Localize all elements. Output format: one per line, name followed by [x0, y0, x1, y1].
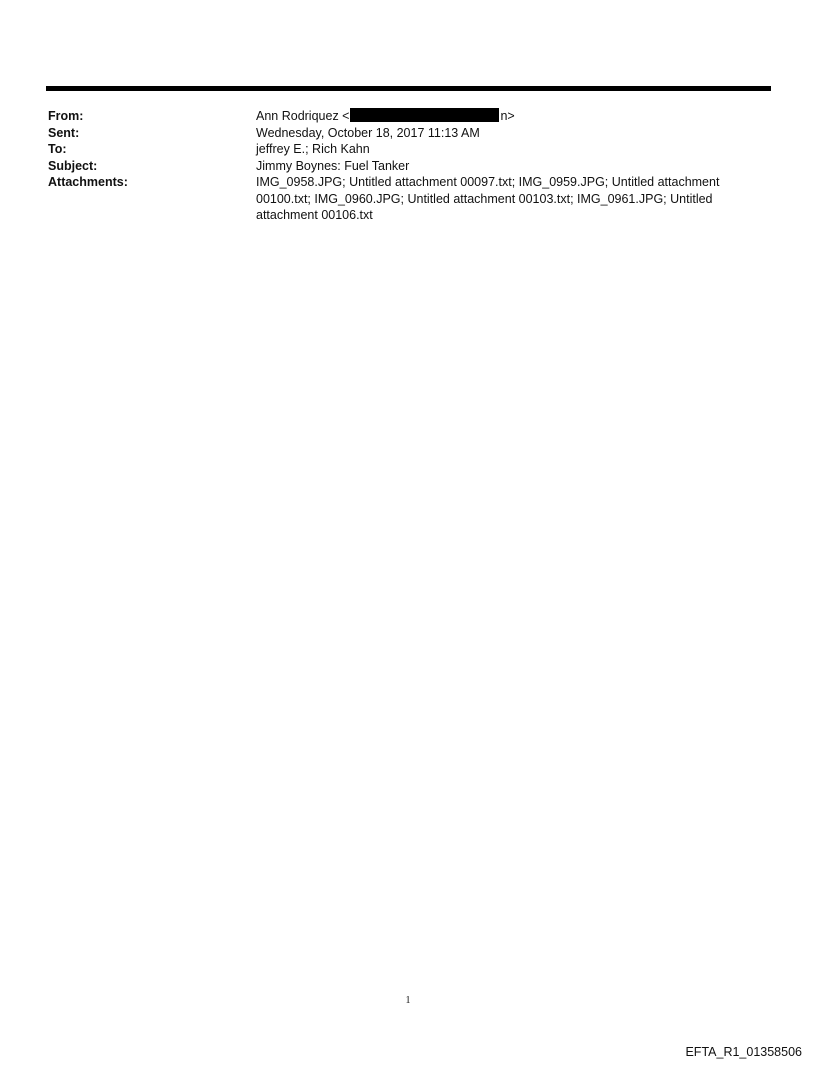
subject-value: Jimmy Boynes: Fuel Tanker [256, 158, 410, 173]
attachments-label: Attachments: [48, 175, 128, 189]
to-value: jeffrey E.; Rich Kahn [256, 142, 370, 156]
header-divider [46, 86, 771, 91]
document-id: EFTA_R1_01358506 [685, 1045, 802, 1059]
from-tail: n> [500, 109, 515, 123]
attachments-value: IMG_0958.JPG; Untitled attachment 00097.txt; IMG_0959.JPG; Untitled attachment 00100.txt; IMG_0960.JPG; Untitled attachment 00103.txt; IMG_0961.JPG; Untitled attachment 00106.txt [256, 175, 720, 222]
from-label: From: [48, 109, 84, 123]
page-number: 1 [405, 995, 411, 1006]
email-header [48, 108, 768, 224]
from-value [256, 108, 768, 125]
to-row [48, 141, 768, 158]
subject-row [48, 158, 768, 175]
sent-row [48, 125, 768, 142]
subject-label: Subject: [48, 158, 98, 173]
attachments-row [48, 174, 768, 224]
sent-label: Sent: [48, 125, 80, 140]
to-label: To: [48, 142, 67, 156]
from-name: Ann Rodriquez < [256, 109, 350, 123]
sent-value: Wednesday, October 18, 2017 11:13 AM [256, 125, 480, 140]
from-row [48, 108, 768, 125]
redaction-block [350, 108, 499, 122]
